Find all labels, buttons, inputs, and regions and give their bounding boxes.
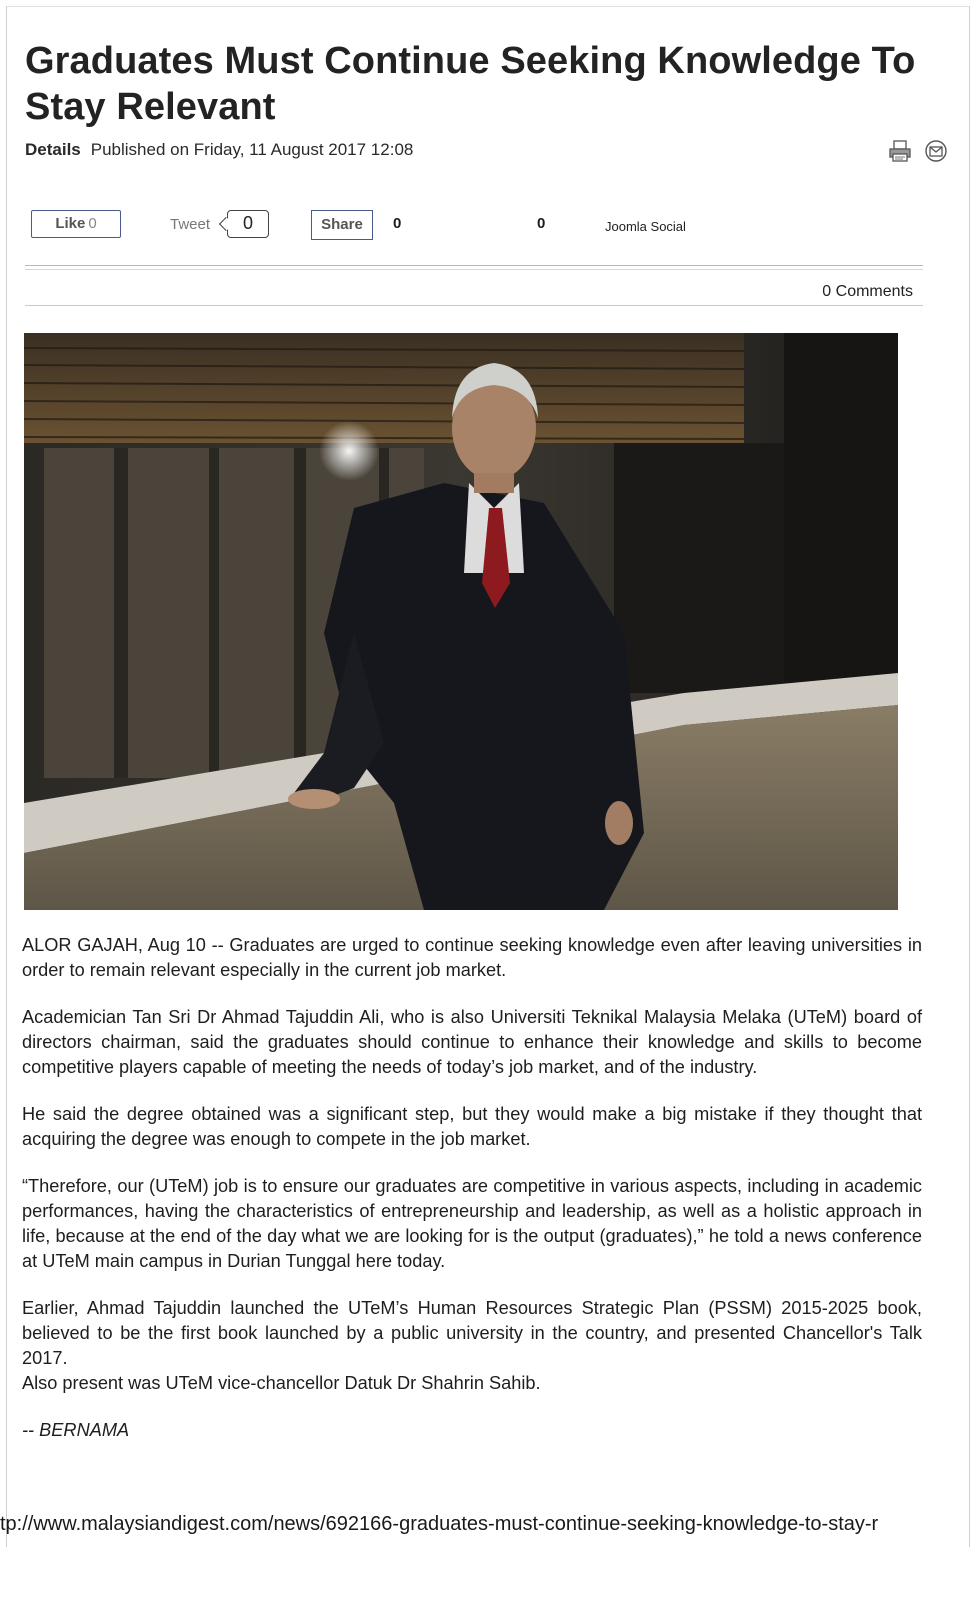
like-button[interactable] bbox=[31, 210, 121, 238]
page-url: tp://www.malaysiandigest.com/news/692166-graduates-must-continue-seeking-knowledge-to-stay-r bbox=[0, 1513, 879, 1535]
article-title: Graduates Must Continue Seeking Knowledge To Stay Relevant bbox=[25, 40, 916, 128]
article-paragraph: Earlier, Ahmad Tajuddin launched the UTeM’s Human Resources Strategic Plan (PSSM) 2015-2025 book, believed to be the first book launched by a public university in the country, and presented Chancellor's Talk 2017. bbox=[22, 1298, 922, 1368]
comments-link[interactable]: 0 Comments bbox=[822, 283, 913, 300]
joomla-social-label: Joomla Social bbox=[605, 219, 686, 234]
article-paragraph: “Therefore, our (UTeM) job is to ensure our graduates are competitive in various aspects, including in academic performances, having the characteristics of entrepreneurship and leadership, as well as a holistic approach in life, because at the end of the day what we are looking for is the output (graduates),” he told a news conference at UTeM main campus in Durian Tunggal here today. bbox=[22, 1176, 922, 1271]
article-paragraph: He said the degree obtained was a significant step, but they would make a big mistake if they thought that acquiring the degree was enough to compete in the job market. bbox=[22, 1104, 922, 1149]
published-date: Published on Friday, 11 August 2017 12:08 bbox=[90, 140, 414, 159]
article-photo bbox=[24, 333, 898, 910]
share-button[interactable]: Share bbox=[311, 210, 373, 240]
like-count: 0 bbox=[88, 215, 97, 232]
social-count: 0 bbox=[537, 215, 546, 232]
share-count: 0 bbox=[393, 215, 402, 232]
divider bbox=[25, 265, 923, 270]
article-paragraph: Also present was UTeM vice-chancellor Datuk Dr Shahrin Sahib. bbox=[22, 1373, 541, 1393]
divider bbox=[25, 305, 923, 306]
email-icon[interactable] bbox=[924, 139, 948, 163]
like-label: Like bbox=[55, 215, 86, 232]
tweet-button[interactable]: Tweet bbox=[170, 216, 211, 233]
article-meta bbox=[25, 140, 413, 160]
printer-icon[interactable] bbox=[888, 139, 912, 163]
article-body bbox=[22, 933, 922, 1465]
article-paragraph: Academician Tan Sri Dr Ahmad Tajuddin Ali, who is also Universiti Teknikal Malaysia Melaka (UTeM) board of directors chairman, said the graduates should continue to enhance their knowledge and skills to become competitive players capable of meeting the needs of today’s job market, and of the industry. bbox=[22, 1007, 922, 1077]
tweet-count: 0 bbox=[227, 210, 269, 238]
social-bar bbox=[25, 208, 945, 242]
details-label: Details bbox=[25, 140, 81, 159]
article-source: -- BERNAMA bbox=[22, 1420, 130, 1440]
article-paragraph: ALOR GAJAH, Aug 10 -- Graduates are urged to continue seeking knowledge even after leaving universities in order to remain relevant especially in the current job market. bbox=[22, 935, 922, 980]
